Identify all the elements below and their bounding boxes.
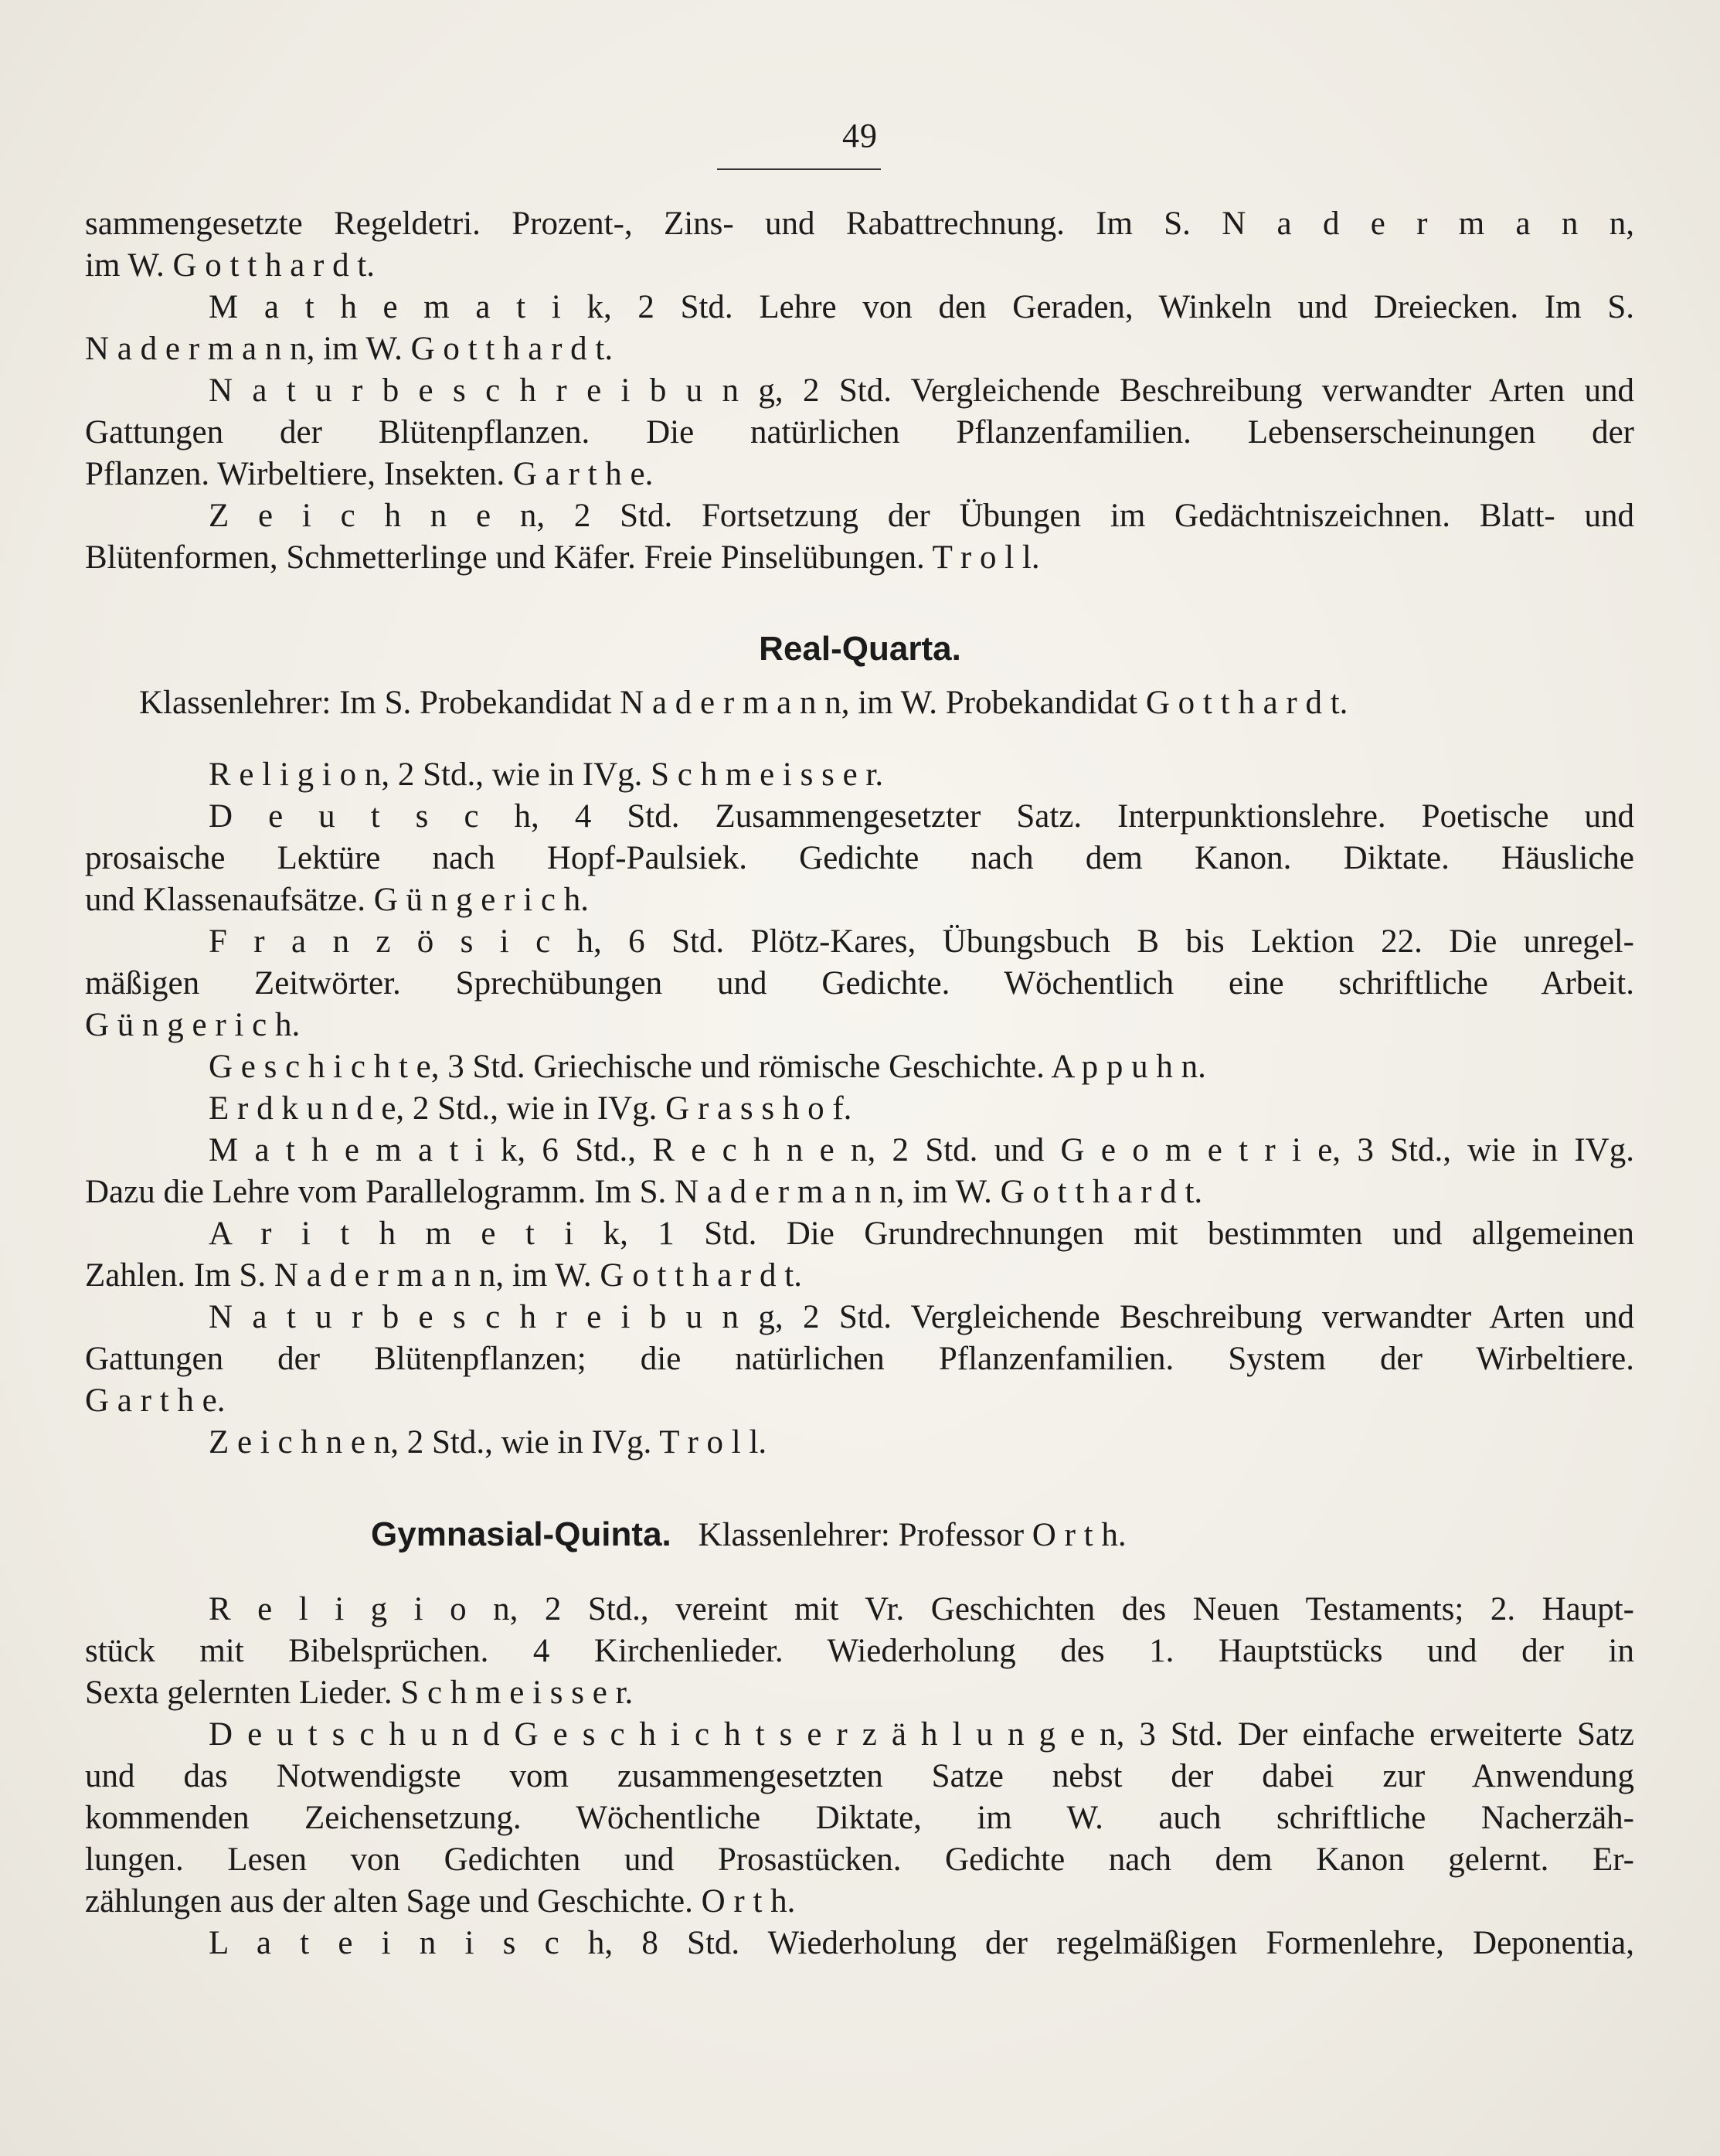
klassenlehrer-real-quarta: Klassenlehrer: Im S. Probekandidat N a d e r m a n n, im W. Probekandidat G o t t h a r d t.: [139, 685, 1348, 721]
section-heading-gymnasial-quinta-row: [371, 1513, 1684, 1557]
text-line: Zahlen. Im S. N a d e r m a n n, im W. G o t t h a r d t.: [85, 1257, 802, 1294]
text-line: Sexta gelernten Lieder. S c h m e i s s e r.: [85, 1675, 634, 1711]
text-line: G ü n g e r i c h.: [85, 1007, 301, 1043]
text-line: N a d e r m a n n, im W. G o t t h a r d t.: [85, 331, 614, 367]
text-line: im W. G o t t h a r d t.: [85, 247, 376, 284]
klassenlehrer-gymnasial-quinta: Klassenlehrer: Professor O r t h.: [698, 1517, 1127, 1553]
text-line: M a t h e m a t i k, 6 Std., R e c h n e n, 2 Std. und G e o m e t r i e, 3 Std., wie in IVg.: [209, 1132, 1634, 1168]
text-line: N a t u r b e s c h r e i b u n g, 2 Std. Vergleichende Beschreibung verwandter Arten und: [209, 372, 1634, 409]
text-line: E r d k u n d e, 2 Std., wie in IVg. G r a s s h o f.: [209, 1090, 852, 1127]
text-line: sammengesetzte Regeldetri. Prozent-, Zins- und Rabattrechnung. Im S. N a d e r m a n n,: [85, 206, 1634, 242]
text-line: L a t e i n i s c h, 8 Std. Wiederholung der regelmäßigen Formenlehre, Deponentia,: [209, 1925, 1634, 1961]
text-line: Gattungen der Blütenpflanzen; die natürlichen Pflanzenfamilien. System der Wirbeltiere.: [85, 1341, 1634, 1377]
text-line: kommenden Zeichensetzung. Wöchentliche Diktate, im W. auch schriftliche Nacherzäh-: [85, 1800, 1634, 1836]
text-line: Blütenformen, Schmetterlinge und Käfer. Freie Pinselübungen. T r o l l.: [85, 539, 1040, 576]
text-line: D e u t s c h, 4 Std. Zusammengesetzter Satz. Interpunktionslehre. Poetische und: [209, 798, 1634, 835]
page-number: 49: [842, 117, 878, 155]
text-line: D e u t s c h u n d G e s c h i c h t s e r z ä h l u n g e n, 3 Std. Der einfache erweiterte Satz: [209, 1716, 1634, 1753]
text-line: A r i t h m e t i k, 1 Std. Die Grundrechnungen mit bestimmten und allgemeinen: [209, 1216, 1634, 1252]
text-line: prosaische Lektüre nach Hopf-Paulsiek. Gedichte nach dem Kanon. Diktate. Häusliche: [85, 840, 1634, 876]
text-line: stück mit Bibelsprüchen. 4 Kirchenlieder. Wiederholung des 1. Hauptstücks und der in: [85, 1633, 1634, 1669]
text-line: Z e i c h n e n, 2 Std., wie in IVg. T r o l l.: [209, 1424, 767, 1461]
text-line: N a t u r b e s c h r e i b u n g, 2 Std. Vergleichende Beschreibung verwandter Arten und: [209, 1299, 1634, 1335]
text-line: Gattungen der Blütenpflanzen. Die natürlichen Pflanzenfamilien. Lebenserscheinungen der: [85, 414, 1634, 451]
text-line: Z e i c h n e n, 2 Std. Fortsetzung der Übungen im Gedächtniszeichnen. Blatt- und: [209, 498, 1634, 534]
text-line: G e s c h i c h t e, 3 Std. Griechische und römische Geschichte. A p p u h n.: [209, 1049, 1206, 1085]
text-line: und das Notwendigste vom zusammengesetzten Satze nebst der dabei zur Anwendung: [85, 1758, 1634, 1794]
text-line: R e l i g i o n, 2 Std., vereint mit Vr. Geschichten des Neuen Testaments; 2. Haupt-: [209, 1591, 1634, 1627]
page-number-rule: [717, 168, 881, 170]
section-heading-real-quarta: Real-Quarta.: [759, 630, 961, 668]
text-line: F r a n z ö s i c h, 6 Std. Plötz-Kares, Übungsbuch B bis Lektion 22. Die unregel-: [209, 923, 1634, 960]
text-line: mäßigen Zeitwörter. Sprechübungen und Gedichte. Wöchentlich eine schriftliche Arbeit.: [85, 965, 1634, 1001]
text-line: R e l i g i o n, 2 Std., wie in IVg. S c h m e i s s e r.: [209, 757, 884, 793]
text-line: Dazu die Lehre vom Parallelogramm. Im S. N a d e r m a n n, im W. G o t t h a r d t.: [85, 1174, 1203, 1210]
text-line: M a t h e m a t i k, 2 Std. Lehre von den Geraden, Winkeln und Dreiecken. Im S.: [209, 289, 1634, 325]
text-line: und Klassenaufsätze. G ü n g e r i c h.: [85, 882, 589, 918]
text-line: lungen. Lesen von Gedichten und Prosastücken. Gedichte nach dem Kanon gelernt. Er-: [85, 1841, 1634, 1878]
text-line: G a r t h e.: [85, 1382, 226, 1419]
section-heading-gymnasial-quinta: Gymnasial-Quinta.: [371, 1515, 671, 1553]
text-line: Pflanzen. Wirbeltiere, Insekten. G a r t h e.: [85, 456, 654, 492]
text-line: zählungen aus der alten Sage und Geschichte. O r t h.: [85, 1883, 796, 1920]
